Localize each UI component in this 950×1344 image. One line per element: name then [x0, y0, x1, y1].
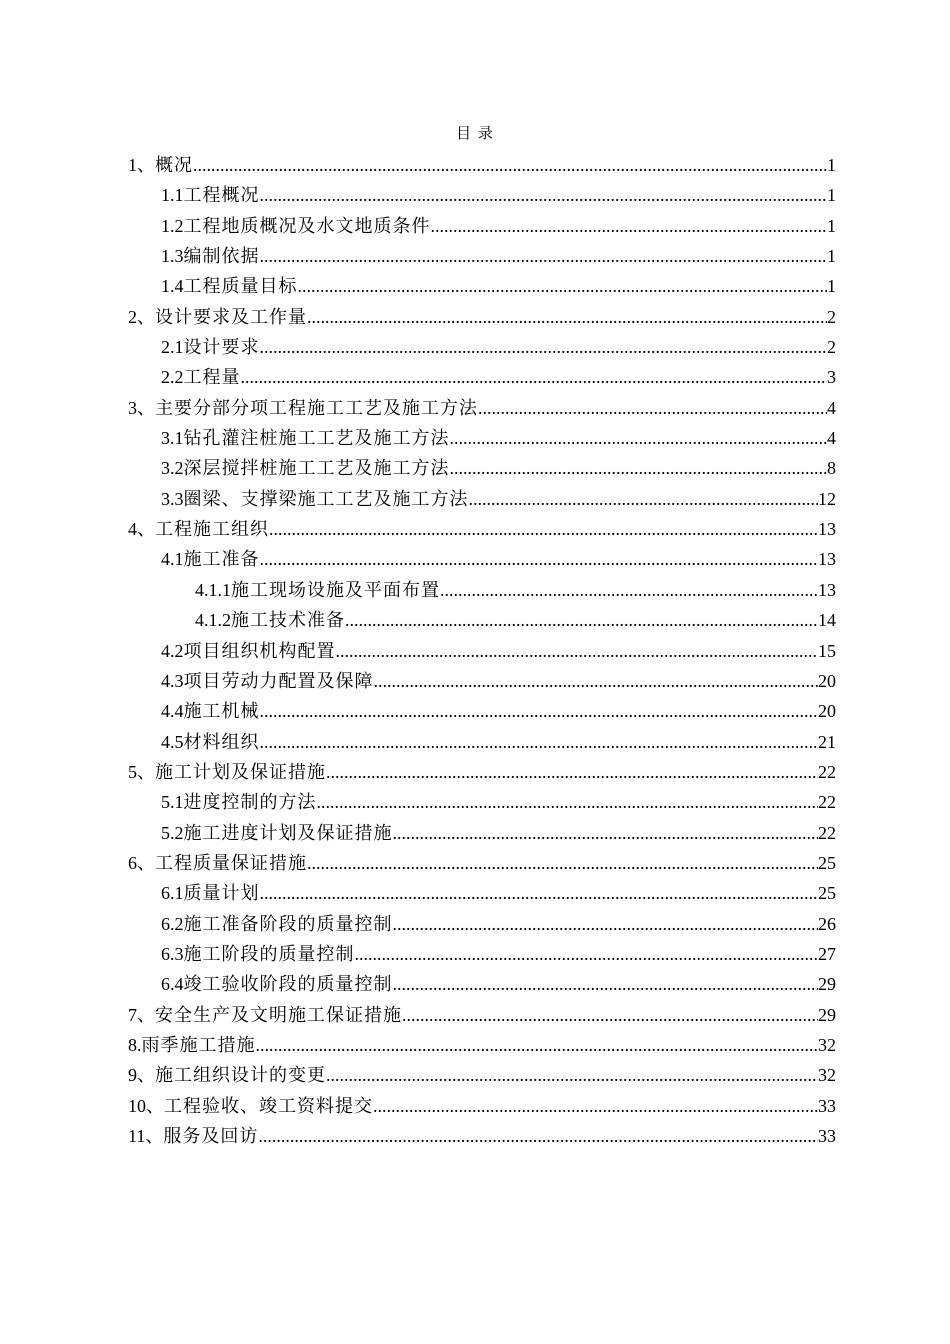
toc-dot-leader	[260, 878, 819, 908]
toc-entry[interactable]	[128, 1091, 836, 1121]
toc-title: 目 录	[456, 124, 494, 142]
toc-entry[interactable]	[128, 271, 836, 301]
toc-entry-number: 1.4	[161, 276, 184, 297]
toc-dot-leader	[317, 787, 819, 817]
toc-entry-label: 工程质量目标	[183, 276, 298, 298]
toc-entry-label: 设计要求	[183, 337, 260, 359]
toc-entry[interactable]	[128, 393, 836, 423]
toc-entry[interactable]	[128, 969, 836, 999]
toc-entry-label: 施工进度计划及保证措施	[183, 822, 393, 844]
toc-entry[interactable]	[128, 241, 836, 271]
toc-entry-page-number: 26	[818, 913, 836, 934]
toc-entry-label: 安全生产及文明施工保证措施	[155, 1004, 402, 1026]
toc-entry-number: 4、	[128, 519, 155, 540]
toc-entry[interactable]	[128, 909, 836, 939]
toc-dot-leader	[260, 241, 828, 271]
toc-dot-leader	[393, 909, 819, 939]
toc-entry-page-number: 13	[818, 519, 836, 540]
toc-entry-number: 2.1	[161, 337, 184, 358]
toc-dot-leader	[345, 605, 818, 635]
toc-entry[interactable]	[128, 514, 836, 544]
toc-entry[interactable]	[128, 150, 836, 180]
toc-dot-leader	[402, 1000, 818, 1030]
toc-entry-label: 施工准备	[183, 549, 260, 571]
toc-entry-page-number: 14	[818, 610, 836, 631]
toc-entry[interactable]	[128, 878, 836, 908]
toc-entry-page-number: 21	[818, 731, 836, 752]
toc-dot-leader	[260, 696, 819, 726]
toc-entry-label: 服务及回访	[163, 1126, 259, 1147]
toc-entry[interactable]	[128, 666, 836, 696]
toc-entry-number: 8.	[128, 1034, 142, 1055]
toc-dot-leader	[478, 393, 827, 423]
toc-entry[interactable]	[128, 605, 836, 635]
toc-entry-label: 施工计划及保证措施	[155, 761, 326, 783]
toc-dot-leader	[298, 271, 828, 301]
toc-dot-leader	[393, 818, 819, 848]
toc-dot-leader	[260, 544, 819, 574]
toc-entry[interactable]	[128, 1060, 836, 1090]
toc-entry-number: 3、	[128, 397, 155, 418]
toc-entry-number: 1.1	[161, 185, 184, 206]
toc-entry[interactable]	[128, 453, 836, 483]
toc-entry-number: 4.1.2	[195, 610, 231, 631]
toc-entry-label: 施工组织设计的变更	[155, 1065, 326, 1087]
toc-dot-leader	[326, 757, 818, 787]
toc-entry-label: 竣工验收阶段的质量控制	[183, 974, 393, 996]
toc-entry-page-number: 32	[818, 1034, 836, 1055]
toc-entry-page-number: 8	[827, 458, 836, 479]
toc-entry-page-number: 1	[827, 155, 836, 175]
toc-entry[interactable]	[128, 484, 836, 514]
toc-entry[interactable]	[128, 302, 836, 332]
toc-entry-page-number: 25	[818, 883, 836, 904]
toc-entry[interactable]	[128, 423, 836, 453]
toc-entry[interactable]	[128, 696, 836, 726]
toc-entry[interactable]	[128, 1121, 836, 1151]
toc-entry-label: 施工技术准备	[231, 610, 345, 632]
toc-entry-page-number: 2	[827, 337, 836, 358]
toc-entry[interactable]	[128, 575, 836, 605]
toc-entry[interactable]	[128, 727, 836, 757]
toc-entry-label: 工程质量保证措施	[155, 852, 307, 874]
toc-entry-label: 施工现场设施及平面布置	[231, 579, 440, 601]
toc-entry-number: 4.3	[161, 670, 184, 691]
toc-entry-page-number: 33	[818, 1095, 836, 1116]
toc-entry-number: 11、	[128, 1126, 164, 1146]
toc-entry-label: 工程地质概况及水文地质条件	[183, 215, 431, 237]
toc-entry-page-number: 22	[818, 822, 836, 843]
toc-entry-label: 进度控制的方法	[183, 792, 317, 814]
toc-entry-label: 圈梁、支撑梁施工工艺及施工方法	[183, 488, 469, 510]
toc-entry-label: 施工机械	[183, 701, 260, 723]
toc-entry-page-number: 4	[827, 428, 836, 449]
toc-entry-page-number: 20	[818, 670, 836, 691]
toc-entry[interactable]	[128, 787, 836, 817]
toc-entry-page-number: 27	[818, 943, 836, 964]
toc-entry-label: 项目组织机构配置	[183, 640, 336, 662]
toc-entry-number: 6.4	[161, 974, 184, 995]
toc-entry-page-number: 4	[827, 397, 836, 418]
toc-dot-leader	[256, 1030, 819, 1060]
toc-entry[interactable]	[128, 180, 836, 210]
table-of-contents	[128, 150, 836, 1151]
toc-entry-page-number: 20	[818, 701, 836, 722]
toc-entry-page-number: 3	[827, 367, 836, 388]
toc-entry-page-number: 13	[818, 549, 836, 570]
toc-entry-label: 工程施工组织	[155, 519, 269, 541]
toc-entry-page-number: 12	[818, 488, 836, 509]
toc-entry-number: 10、	[128, 1095, 164, 1116]
toc-entry-label: 施工阶段的质量控制	[183, 943, 355, 965]
toc-entry-page-number: 22	[818, 761, 836, 782]
toc-entry-label: 雨季施工措施	[141, 1034, 256, 1056]
toc-entry[interactable]	[128, 757, 836, 787]
toc-entry-number: 5、	[128, 761, 155, 782]
toc-dot-leader	[440, 575, 818, 605]
toc-entry-label: 工程概况	[183, 185, 260, 207]
toc-entry[interactable]	[128, 818, 836, 848]
toc-entry-number: 2、	[128, 306, 155, 327]
toc-entry-number: 1、	[128, 155, 155, 175]
toc-entry[interactable]	[128, 636, 836, 666]
toc-entry-number: 4.2	[161, 640, 184, 661]
toc-entry-label: 质量计划	[183, 883, 260, 905]
toc-entry-page-number: 2	[827, 306, 836, 327]
toc-entry-label: 设计要求及工作量	[155, 306, 307, 328]
toc-entry-number: 6.1	[161, 883, 184, 904]
toc-entry[interactable]	[128, 332, 836, 362]
toc-entry[interactable]	[128, 1030, 836, 1060]
toc-entry-number: 5.1	[161, 792, 184, 813]
toc-entry[interactable]	[128, 848, 836, 878]
toc-entry-label: 施工准备阶段的质量控制	[183, 913, 393, 935]
toc-dot-leader	[326, 1060, 818, 1090]
toc-entry[interactable]	[128, 939, 836, 969]
toc-entry-page-number: 1	[827, 185, 836, 206]
toc-entry-page-number: 1	[827, 246, 836, 267]
toc-dot-leader	[269, 514, 818, 544]
toc-dot-leader	[260, 332, 828, 362]
toc-entry-number: 4.1	[161, 549, 184, 570]
toc-entry-page-number: 33	[818, 1126, 836, 1146]
toc-entry-page-number: 22	[818, 792, 836, 813]
toc-dot-leader	[450, 453, 828, 483]
toc-entry-page-number: 15	[818, 640, 836, 661]
toc-entry-label: 工程量	[183, 367, 241, 389]
toc-entry-number: 6.2	[161, 913, 184, 934]
toc-entry-number: 2.2	[161, 367, 184, 388]
toc-entry-label: 编制依据	[183, 246, 260, 268]
toc-dot-leader	[307, 848, 818, 878]
toc-entry-number: 5.2	[161, 822, 184, 843]
toc-entry-number: 3.1	[161, 428, 184, 449]
toc-entry-label: 材料组织	[183, 731, 260, 753]
toc-dot-leader	[355, 939, 819, 969]
toc-entry-page-number: 1	[827, 215, 836, 236]
toc-entry-label: 概况	[155, 155, 193, 176]
toc-entry-page-number: 29	[818, 1004, 836, 1025]
toc-entry[interactable]	[128, 1000, 836, 1030]
toc-entry-page-number: 1	[827, 276, 836, 297]
toc-dot-leader	[307, 302, 827, 332]
toc-dot-leader	[450, 423, 828, 453]
toc-entry[interactable]	[128, 211, 836, 241]
toc-entry-number: 7、	[128, 1004, 155, 1025]
toc-dot-leader	[374, 666, 819, 696]
toc-entry-number: 9、	[128, 1065, 155, 1086]
toc-entry-number: 3.2	[161, 458, 184, 479]
toc-entry-page-number: 13	[818, 579, 836, 600]
toc-entry[interactable]	[128, 362, 836, 392]
toc-dot-leader	[193, 150, 827, 180]
toc-entry-number: 4.4	[161, 701, 184, 722]
toc-entry[interactable]	[128, 544, 836, 574]
toc-dot-leader	[336, 636, 819, 666]
toc-dot-leader	[393, 969, 819, 999]
toc-entry-label: 钻孔灌注桩施工工艺及施工方法	[183, 428, 450, 450]
toc-dot-leader	[431, 211, 828, 241]
toc-entry-number: 1.3	[161, 246, 184, 267]
toc-entry-number: 4.5	[161, 731, 184, 752]
toc-dot-leader	[258, 1121, 818, 1151]
toc-entry-number: 6.3	[161, 943, 184, 964]
toc-entry-number: 6、	[128, 852, 155, 873]
toc-entry-page-number: 29	[818, 974, 836, 995]
toc-entry-label: 工程验收、竣工资料提交	[164, 1095, 373, 1117]
toc-dot-leader	[260, 180, 828, 210]
toc-entry-number: 3.3	[161, 488, 184, 509]
toc-entry-label: 主要分部分项工程施工工艺及施工方法	[155, 397, 478, 419]
toc-dot-leader	[260, 727, 819, 757]
toc-dot-leader	[241, 362, 828, 392]
toc-entry-page-number: 25	[818, 852, 836, 873]
toc-entry-label: 项目劳动力配置及保障	[183, 670, 374, 692]
toc-entry-label: 深层搅拌桩施工工艺及施工方法	[183, 458, 450, 480]
toc-entry-page-number: 32	[818, 1065, 836, 1086]
toc-entry-number: 1.2	[161, 215, 184, 236]
toc-dot-leader	[469, 484, 819, 514]
toc-dot-leader	[373, 1091, 818, 1121]
toc-entry-number: 4.1.1	[195, 579, 231, 600]
